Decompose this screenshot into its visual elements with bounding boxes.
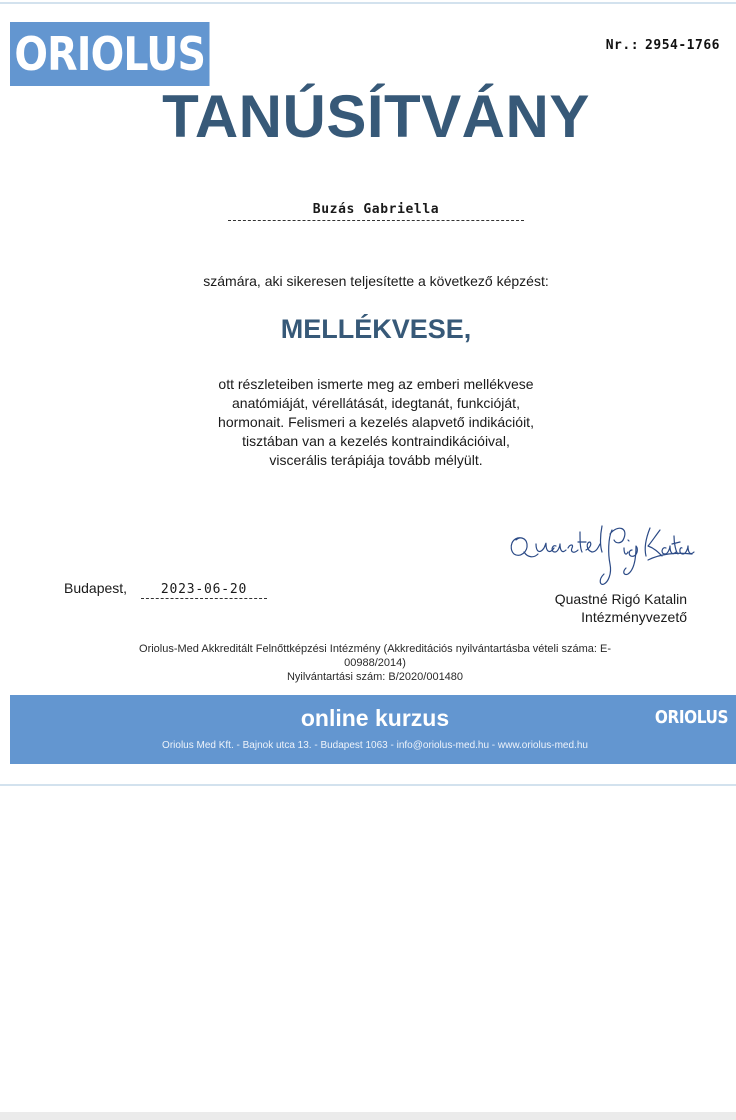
course-description (0, 375, 736, 470)
top-border-line (0, 2, 736, 4)
signer-block (555, 590, 687, 626)
description-line: ott részleteiben ismerte meg az emberi mellékvese (218, 376, 534, 392)
issue-city: Budapest, (64, 580, 128, 596)
banner-title: online kurzus (300, 705, 450, 731)
course-title: MELLÉKVESE, (280, 314, 472, 344)
signer-role: Intézményvezető (581, 609, 687, 625)
banner-logo: ORIOLUS (654, 707, 728, 728)
bottom-border-line (0, 784, 736, 786)
description-line: hormonait. Felismeri a kezelés alapvető indikációit, (218, 414, 534, 430)
description-line: viscerális terápiája tovább mélyült. (269, 452, 483, 468)
description-line: anatómiáját, vérellátását, idegtanát, funkcióját, (232, 395, 520, 411)
certificate-number-label: Nr.: (605, 38, 640, 53)
issue-date: 2023-06-20 (141, 582, 267, 599)
accreditation-line: Oriolus-Med Akkreditált Felnőttképzési Intézmény (Akkreditációs nyilvántartásba vételi száma: E-00988/2014) (139, 643, 611, 669)
oriolus-logo: ORIOLUS (10, 22, 210, 86)
certificate-number-value: 2954-1766 (645, 38, 720, 53)
intro-text: számára, aki sikeresen teljesítette a következő képzést: (203, 273, 549, 289)
description-line: tisztában van a kezelés kontraindikációival, (242, 433, 510, 449)
signer-name: Quastné Rigó Katalin (554, 591, 687, 607)
registration-number: Nyilvántartási szám: B/2020/001480 (286, 671, 464, 683)
certificate-number (606, 38, 720, 53)
accreditation-note (110, 642, 640, 684)
certificate-title: TANÚSÍTVÁNY (162, 83, 590, 150)
handwritten-signature (500, 514, 696, 592)
footer-banner (10, 695, 736, 764)
recipient-name: Buzás Gabriella (228, 202, 524, 221)
page-bottom-edge (0, 1112, 736, 1120)
contact-line: Oriolus Med Kft. - Bajnok utca 13. - Budapest 1063 - info@oriolus-med.hu - www.oriolus-med.hu (162, 740, 588, 751)
